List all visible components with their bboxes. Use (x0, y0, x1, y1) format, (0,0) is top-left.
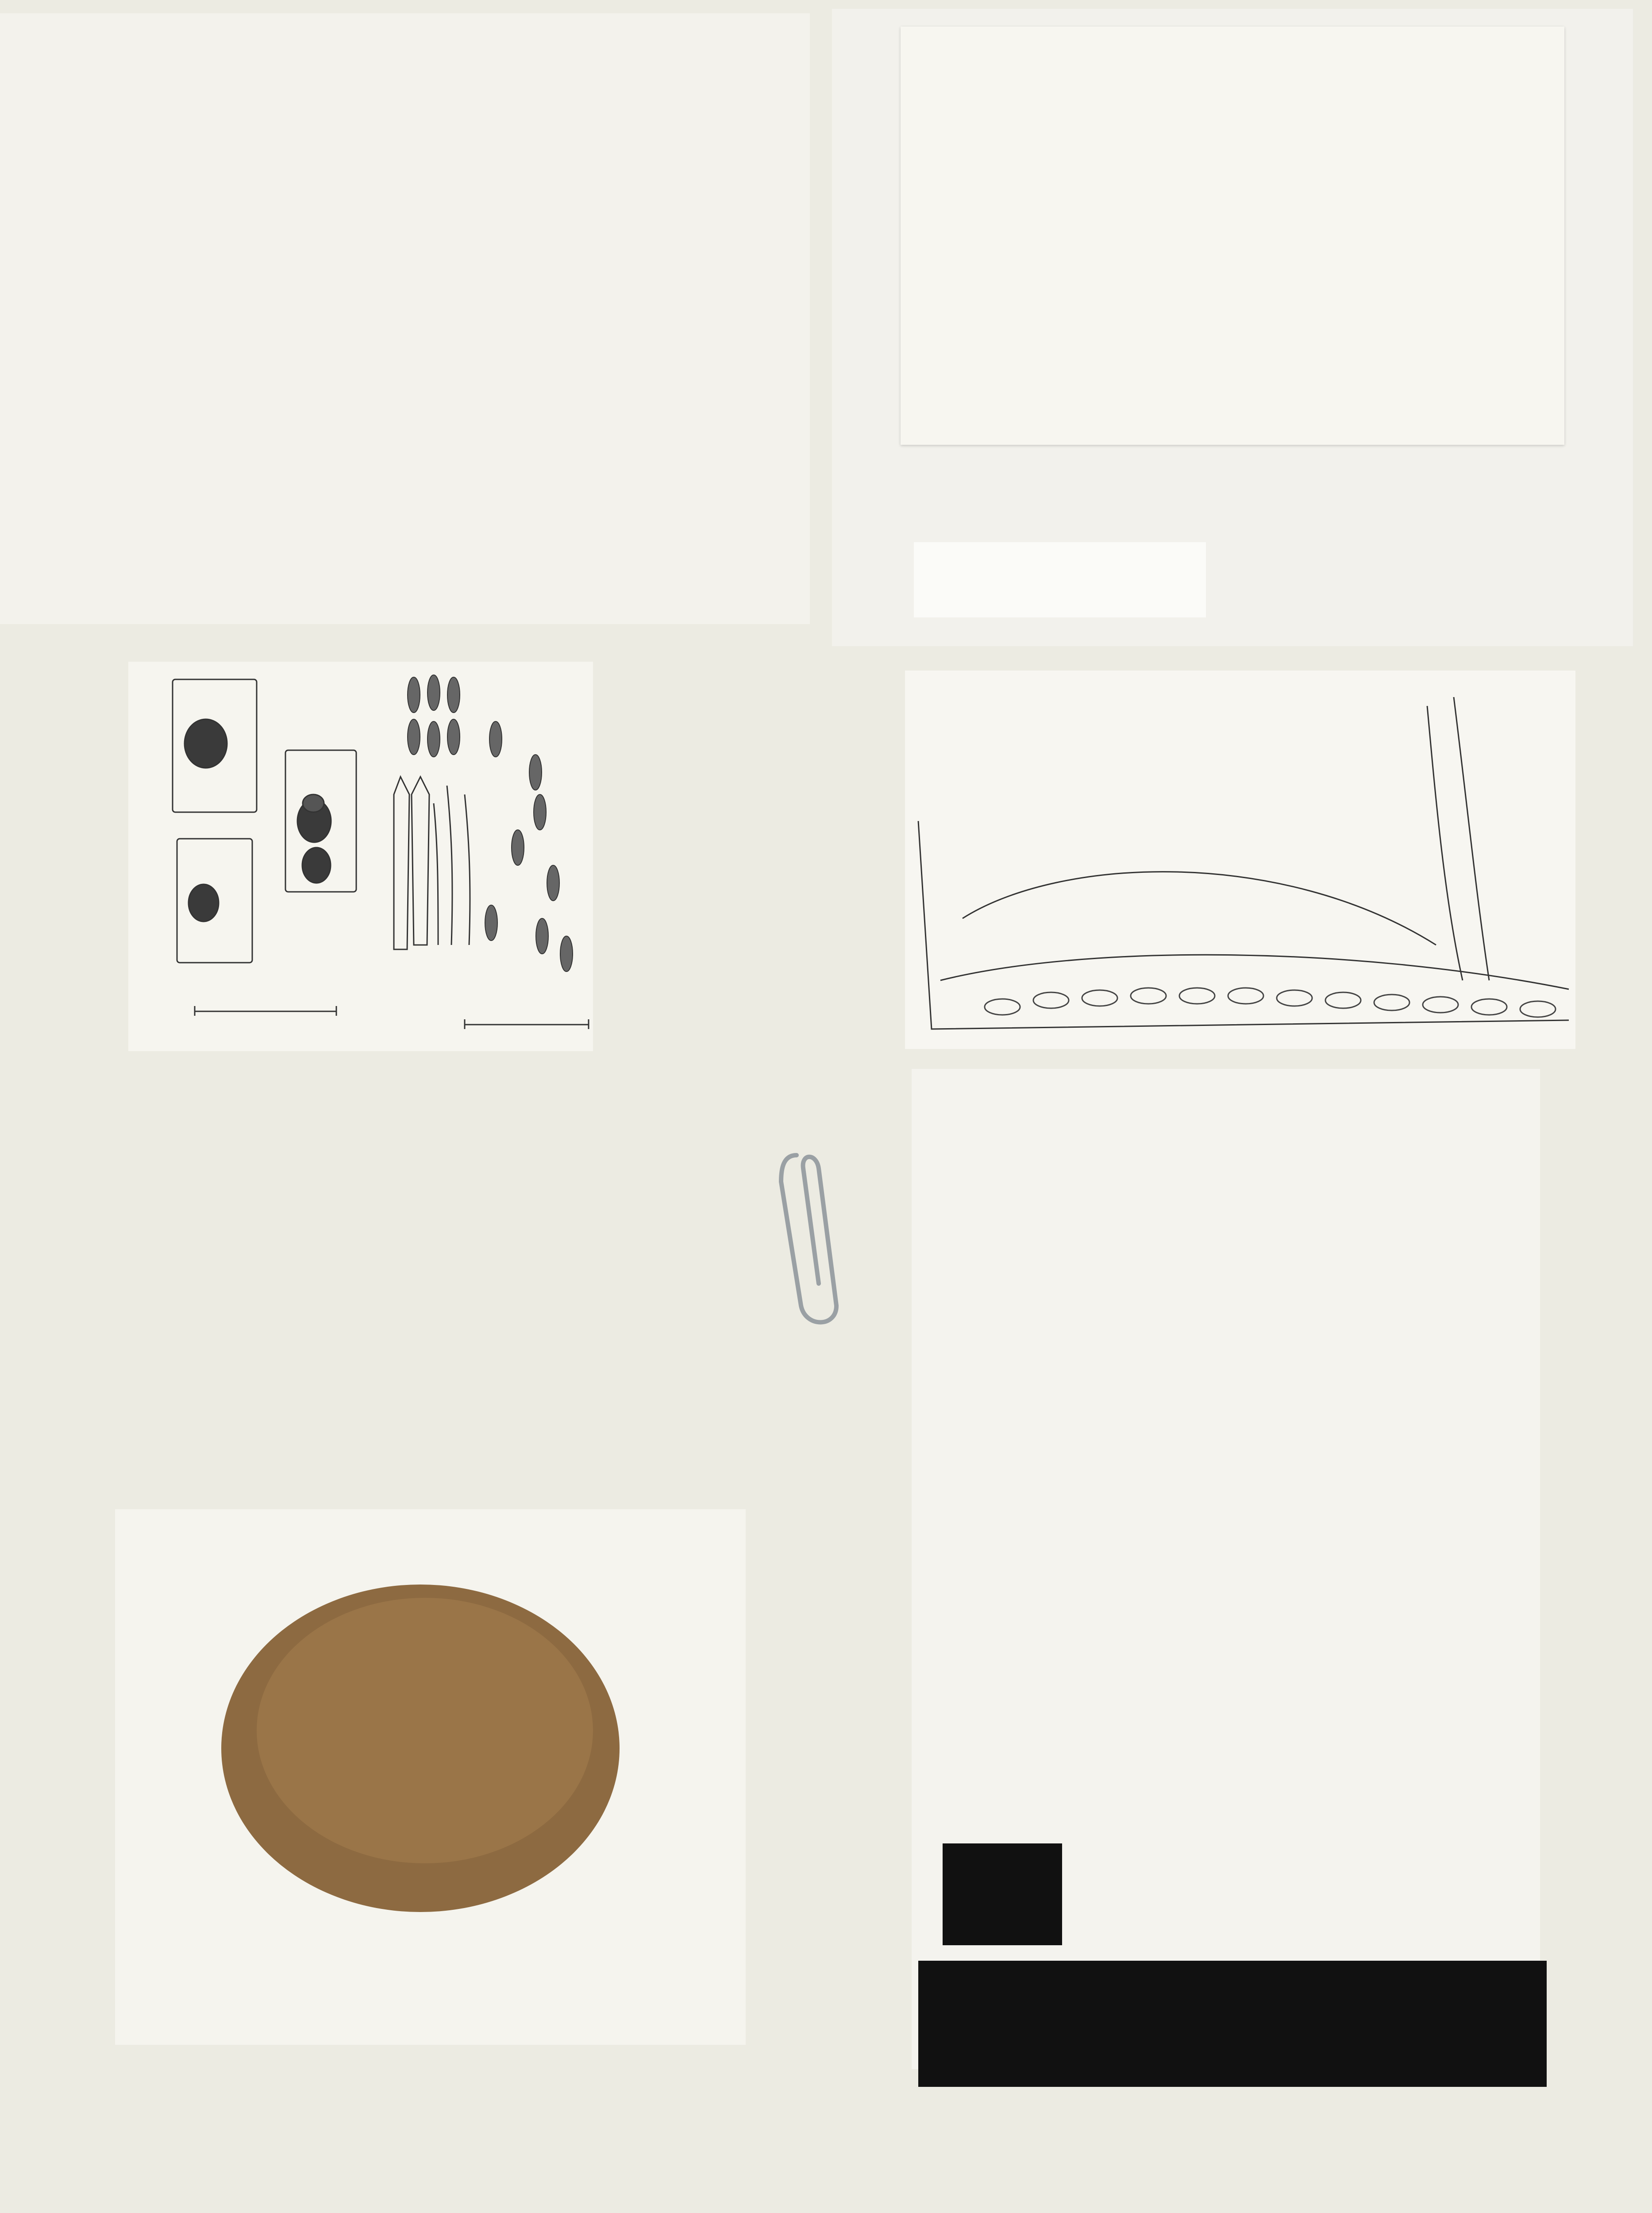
paper-clip (770, 1142, 850, 1337)
needle-drawings (128, 662, 593, 1051)
figure-1-3-illustration (128, 662, 593, 1051)
herbarium-label (901, 27, 1564, 445)
locality-block (1005, 347, 1049, 496)
apothecium-section-drawing (905, 671, 1575, 1049)
ruler-numbers (918, 2014, 1547, 2040)
specimen-needles-packet (115, 1509, 746, 2045)
specimen-barcode (914, 542, 1206, 617)
color-checker-card (943, 1843, 1062, 1945)
description-slip (0, 13, 810, 624)
figure-4-apothecium-section (905, 671, 1575, 1049)
barcode-bars (940, 567, 1179, 598)
ruler-bars (918, 1961, 1547, 2014)
centimeter-ruler (918, 1961, 1547, 2087)
needle-pile-specimen (115, 1509, 746, 2045)
specimen-twigs-packet (912, 1069, 1540, 2069)
